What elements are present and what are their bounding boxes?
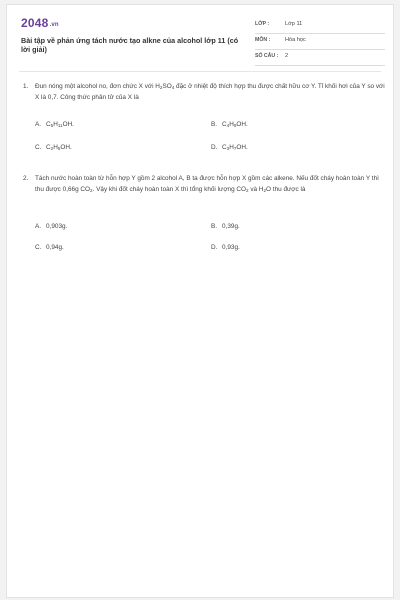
- question-text-part: O thu được là: [266, 186, 306, 193]
- option-text: 0,39g.: [222, 223, 240, 230]
- subscript: 2: [246, 188, 249, 193]
- page-title: Bài tập về phản ứng tách nước tạo alkne của alcohol lớp 11 (có lời giải): [21, 36, 239, 54]
- question-text-part: đặc ở nhiệt độ thích hợp thu được chất hữu cơ Y. Tỉ khối hơi của Y so với X là 0,7. Công thức phân tử của X là: [35, 83, 385, 101]
- option-text: OH.: [60, 144, 72, 151]
- subscript: 4: [171, 85, 175, 90]
- question-text: [35, 81, 385, 103]
- meta-value: Lớp 11: [285, 21, 303, 27]
- question-text-part: và H: [248, 186, 264, 193]
- site-logo[interactable]: [21, 16, 59, 30]
- subscript: 7: [233, 146, 237, 151]
- subscript: 11: [57, 123, 63, 128]
- option-text: C: [222, 144, 227, 151]
- meta-value: Hóa học: [285, 37, 306, 43]
- option-label: D.: [211, 244, 218, 251]
- option-label: A.: [35, 121, 42, 128]
- question-text: [35, 173, 385, 195]
- option-b[interactable]: [211, 121, 248, 128]
- logo-number: 2048: [21, 16, 49, 30]
- meta-row-subject: [255, 34, 385, 50]
- option-b[interactable]: [211, 223, 240, 230]
- option-d[interactable]: [211, 144, 248, 151]
- meta-row-count: [255, 50, 385, 66]
- meta-info: [255, 18, 385, 66]
- question-text-part: Đun nóng một alcohol no, đơn chức X với H: [35, 83, 160, 90]
- question-number: 1.: [23, 83, 29, 90]
- option-label: B.: [211, 121, 218, 128]
- option-text: H: [53, 121, 58, 128]
- subscript: 2: [159, 85, 163, 90]
- subscript: 9: [233, 123, 237, 128]
- meta-key: MÔN :: [255, 37, 271, 43]
- meta-key: LỚP :: [255, 21, 270, 27]
- option-c[interactable]: [35, 244, 64, 251]
- option-text: C: [46, 121, 51, 128]
- subscript: 2: [263, 188, 267, 193]
- worksheet-page: [6, 4, 394, 598]
- header-divider: [19, 71, 381, 72]
- subscript: 2: [50, 146, 54, 151]
- subscript: 3: [226, 146, 230, 151]
- option-a[interactable]: [35, 223, 67, 230]
- option-text: 0,94g.: [46, 244, 64, 251]
- option-d[interactable]: [211, 244, 240, 251]
- subscript: 5: [50, 123, 54, 128]
- subscript: 4: [226, 123, 230, 128]
- option-label: B.: [211, 223, 218, 230]
- option-label: C.: [35, 244, 42, 251]
- meta-key: SỐ CÂU :: [255, 53, 279, 59]
- option-text: H: [229, 144, 234, 151]
- meta-value: 2: [285, 53, 289, 59]
- option-label: A.: [35, 223, 42, 230]
- option-text: OH.: [236, 144, 248, 151]
- option-a[interactable]: [35, 121, 74, 128]
- subscript: 2: [90, 188, 93, 193]
- option-label: C.: [35, 144, 42, 151]
- header: [7, 5, 393, 69]
- question-number: 2.: [23, 175, 29, 182]
- option-text: C: [222, 121, 227, 128]
- option-text: H: [229, 121, 234, 128]
- option-text: H: [53, 144, 58, 151]
- question-text-part: . Vậy khi đốt cháy hoàn toàn X thì tổng khối lượng CO: [92, 186, 246, 193]
- option-text: OH.: [62, 121, 74, 128]
- option-text: C: [46, 144, 51, 151]
- meta-row-grade: [255, 18, 385, 34]
- question-text-part: SO: [162, 83, 172, 90]
- logo-domain: .vn: [49, 22, 59, 28]
- question-text-part: Tách nước hoàn toàn từ hỗn hợp Y gồm 2 alcohol A, B ta được hỗn hợp X gồm các alkene. Nếu đốt cháy hoàn toàn Y thì thu được 0,66g CO: [35, 175, 379, 193]
- option-label: D.: [211, 144, 218, 151]
- option-c[interactable]: [35, 144, 72, 151]
- option-text: 0,93g.: [222, 244, 240, 251]
- subscript: 5: [57, 146, 61, 151]
- option-text: OH.: [236, 121, 248, 128]
- option-text: 0,903g.: [46, 223, 68, 230]
